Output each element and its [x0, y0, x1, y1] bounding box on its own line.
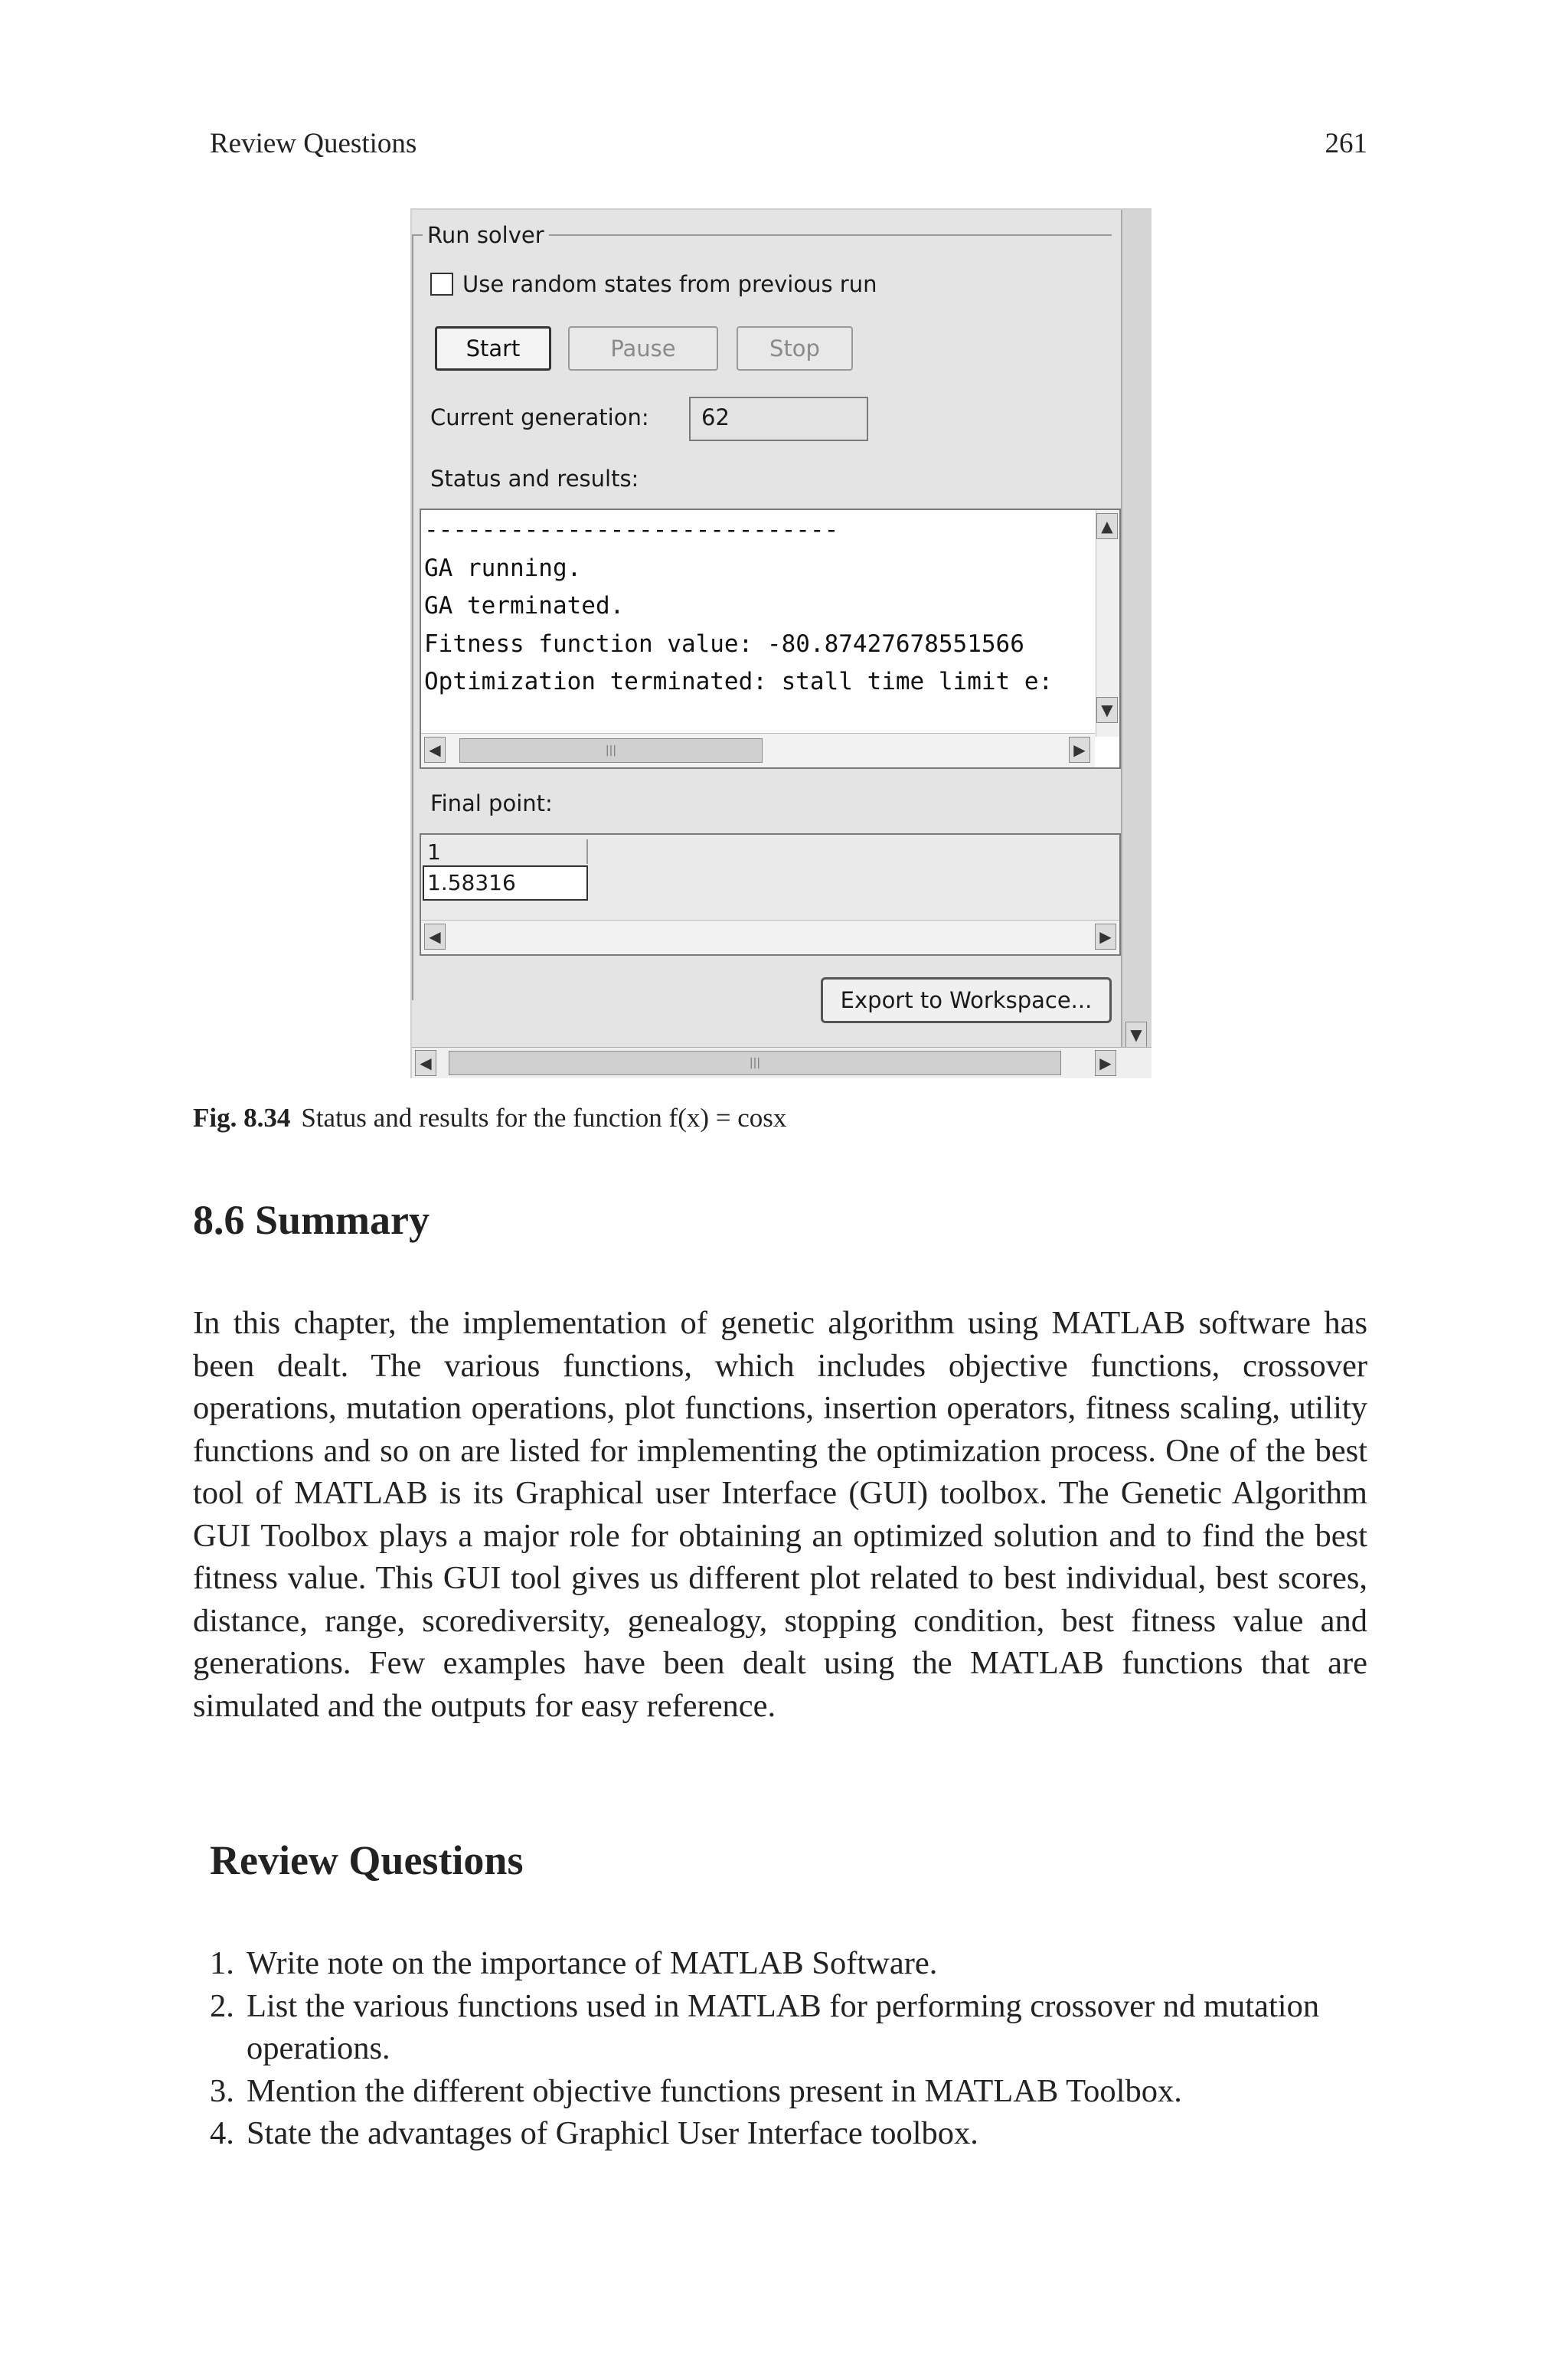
current-generation-field: 62 — [689, 397, 868, 441]
panel-scroll-down-icon[interactable]: ▼ — [1125, 1022, 1147, 1048]
status-horizontal-scrollbar[interactable] — [421, 733, 1095, 767]
scroll-right-icon[interactable]: ▶ — [1069, 737, 1090, 763]
question-text: List the various functions used in MATLAB for performing crossover nd mutation operations. — [247, 1987, 1320, 2066]
question-text: Mention the different objective functions present in MATLAB Toolbox. — [247, 2072, 1182, 2109]
ga-tool-screenshot — [410, 208, 1152, 1078]
question-number: 3. — [210, 2072, 234, 2109]
final-point-table — [420, 833, 1121, 956]
panel-vertical-scrollbar[interactable] — [1121, 210, 1152, 1051]
page-number: 261 — [1325, 128, 1367, 159]
running-header-title: Review Questions — [210, 128, 417, 159]
group-border-left — [412, 234, 413, 1000]
review-questions-list — [210, 1942, 1367, 2155]
section-title: 8.6 Summary — [193, 1197, 430, 1243]
question-number: 4. — [210, 2115, 234, 2151]
status-vertical-scrollbar[interactable] — [1096, 510, 1119, 737]
list-item — [210, 2112, 1367, 2155]
status-results-label: Status and results: — [430, 466, 639, 492]
pause-button[interactable]: Pause — [568, 326, 718, 371]
figure-caption-text: Status and results for the function f(x) = cosx — [301, 1103, 787, 1133]
question-number: 2. — [210, 1987, 234, 2024]
scroll-down-icon[interactable]: ▼ — [1096, 697, 1118, 723]
final-point-value[interactable]: 1.58316 — [423, 865, 588, 901]
question-text: State the advantages of Graphicl User Interface toolbox. — [247, 2115, 978, 2151]
status-results-text: ----------------------------- GA running. GA terminated. Fitness function value: -80.87427678551566 Optimization terminated: stall time limit e: — [424, 516, 1054, 695]
final-scroll-right-icon[interactable]: ▶ — [1095, 924, 1116, 950]
final-point-scrollbar[interactable] — [421, 920, 1119, 954]
status-results-box[interactable] — [420, 509, 1121, 769]
random-states-label: Use random states from previous run — [462, 271, 877, 297]
stop-button[interactable]: Stop — [737, 326, 853, 371]
run-solver-legend: Run solver — [423, 222, 549, 248]
figure-caption — [193, 1103, 786, 1133]
random-states-checkbox[interactable] — [430, 273, 453, 296]
question-number: 1. — [210, 1945, 234, 1981]
review-questions-title: Review Questions — [210, 1837, 524, 1883]
panel-scroll-thumb[interactable]: ||| — [449, 1051, 1061, 1075]
scroll-up-icon[interactable]: ▲ — [1096, 513, 1118, 539]
question-text: Write note on the importance of MATLAB Software. — [247, 1945, 938, 1981]
summary-paragraph: In this chapter, the implementation of genetic algorithm using MATLAB software has been dealt. The various functions, which includes objective functions, crossover operations, mutation operations, plot functions, insertion operators, fitness scaling, utility functions and so on are listed for implementing the optimization process. One of the best tool of MATLAB is its Graphical user Interface (GUI) toolbox. The Genetic Algorithm GUI Toolbox plays a major role for obtaining an optimized solution and to find the best fitness value. This GUI tool gives us different plot related to best individual, best scores, distance, range, scorediversity, genealogy, stopping condition, best fitness value and generations. Few examples have been dealt using the MATLAB functions that are simulated and the outputs for easy reference. — [193, 1305, 1367, 1724]
final-point-column-header: 1 — [424, 839, 588, 864]
figure-label: Fig. 8.34 — [193, 1103, 291, 1133]
list-item — [210, 1942, 1367, 1985]
final-point-label: Final point: — [430, 790, 553, 816]
scroll-left-icon[interactable]: ◀ — [424, 737, 446, 763]
start-button[interactable]: Start — [435, 326, 551, 371]
list-item — [210, 2070, 1367, 2113]
list-item — [210, 1985, 1367, 2070]
current-generation-label: Current generation: — [430, 404, 649, 430]
final-scroll-left-icon[interactable]: ◀ — [424, 924, 446, 950]
random-states-option[interactable] — [430, 271, 877, 297]
panel-scroll-right-icon[interactable]: ▶ — [1095, 1050, 1116, 1076]
panel-scroll-left-icon[interactable]: ◀ — [415, 1050, 436, 1076]
export-to-workspace-button[interactable]: Export to Workspace... — [821, 977, 1112, 1023]
status-scroll-thumb[interactable]: ||| — [459, 738, 763, 763]
panel-horizontal-scrollbar[interactable] — [412, 1047, 1152, 1078]
